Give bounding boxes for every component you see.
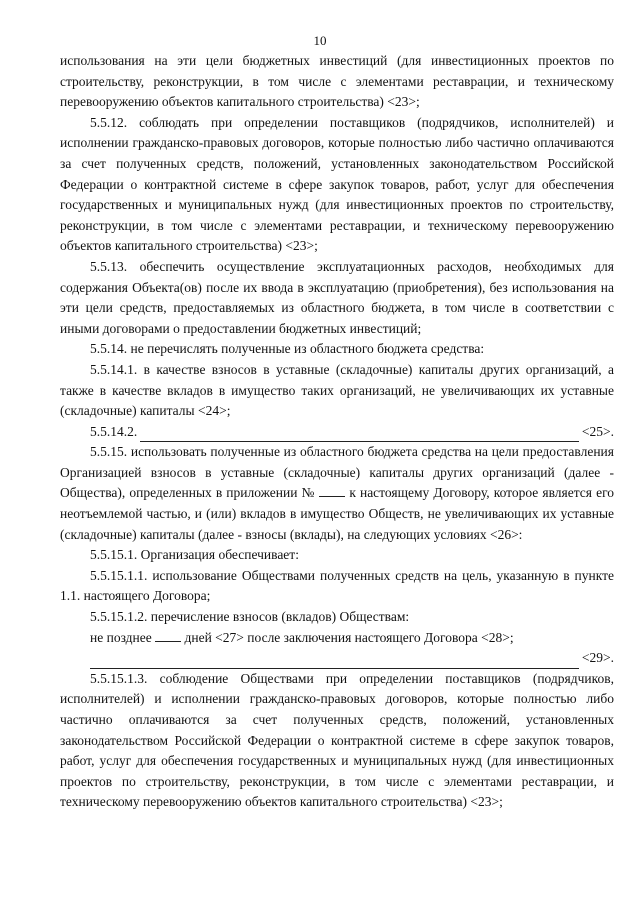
blank-condition-line [60, 648, 614, 669]
clause-5-5-15 [60, 442, 614, 545]
blank-line [90, 654, 579, 669]
page-number: 10 [313, 33, 327, 48]
appendix-number-blank [319, 484, 345, 497]
clause-5-5-15-1: 5.5.15.1. Организация обеспечивает: [90, 547, 299, 563]
clause-5-5-14-2-label: 5.5.14.2. [90, 423, 138, 439]
clause-5-5-15-1-3: 5.5.15.1.3. соблюдение Обществами при определении поставщиков (подрядчиков, исполнителей) и исполнении гражданско-правовых договоров, которые полностью либо частично оплачиваются за счет полученных средств, положений, установленных законодательством Российской Федерации о контрактной системе в сфере закупок товаров, работ, услуг для обеспечения государственных и муниципальных нужд (для инвестиционных проектов по строительству, реконструкции, в том числе с элементами реставрации, и техническому перевооружению объектов капитального строительства) <23>; [60, 670, 614, 810]
days-blank [155, 629, 181, 642]
footnote-ref-29: <29>. [581, 650, 614, 666]
paragraph-continuation: использования на эти цели бюджетных инвестиций (для инвестиционных проектов по строительству, реконструкции, в том числе с элементами реставрации, и техническому перевооружению объектов капитального строительства) <23>; [60, 53, 614, 110]
clause-5-5-14-2 [60, 422, 614, 443]
deadline-line [60, 628, 614, 649]
document-body [60, 51, 614, 813]
footnote-ref-25: <25>. [581, 423, 614, 439]
clause-5-5-15-1-2: 5.5.15.1.2. перечисление взносов (вкладов) Обществам: [90, 609, 410, 625]
deadline-text-b: дней <27> после заключения настоящего Договора <28>; [184, 629, 514, 645]
blank-line [140, 427, 579, 442]
clause-5-5-14: 5.5.14. не перечислять полученные из областного бюджета средства: [90, 341, 485, 357]
clause-5-5-14-1: 5.5.14.1. в качестве взносов в уставные (складочные) капиталы других организаций, а также в качестве вкладов в имущество таких организаций, не увеличивающих их уставные (складочные) капиталы <24>; [60, 361, 614, 419]
clause-5-5-12: 5.5.12. соблюдать при определении поставщиков (подрядчиков, исполнителей) и исполнении гражданско-правовых договоров, которые полностью либо частично оплачиваются за счет полученных средств, положений, установленных законодательством Российской Федерации о контрактной системе в сфере закупок товаров, работ, услуг для обеспечения государственных и муниципальных нужд (для инвестиционных проектов по строительству, реконструкции, в том числе с элементами реставрации, и техническому перевооружению объектов капитального строительства) <23>; [60, 114, 614, 254]
deadline-text-a: не позднее [90, 629, 152, 645]
clause-5-5-15-text-a: 5.5.15. использовать полученные из областного бюджета средства на цели предоставления Организацией взносов в уставные (складочные) капиталы других организаций (далее - Общества), определенных в приложении № [60, 444, 614, 501]
clause-5-5-15-text-b: к настоящему Договору, которое является его неотъемлемой частью, и (или) вкладов в имущество Обществ, не увеличивающих их уставные (складочные) капиталы (далее - взносы (вклады), на следующих условиях <26>: [60, 485, 615, 542]
clause-5-5-13: 5.5.13. обеспечить осуществление эксплуатационных расходов, необходимых для содержания Объекта(ов) после их ввода в эксплуатацию (приобретения), без использования на эти цели средств, предоставляемых из областного бюджета, в том числе в соответствии с иными договорами о предоставлении бюджетных инвестиций; [60, 258, 614, 336]
clause-5-5-15-1-1: 5.5.15.1.1. использование Обществами полученных средств на цель, указанную в пункте 1.1. настоящего Договора; [60, 567, 614, 604]
